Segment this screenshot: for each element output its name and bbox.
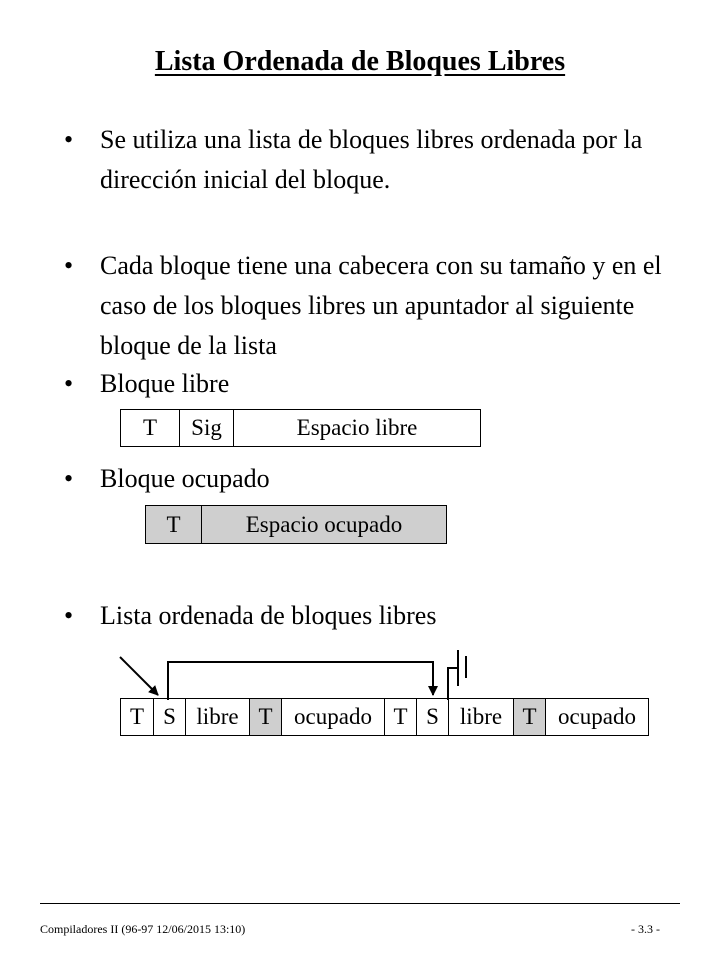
bullet-text-3: Bloque libre	[100, 369, 230, 398]
null-pointer-line	[448, 668, 458, 700]
list-cell-occupied: ocupado	[545, 698, 649, 736]
list-cell-size: T	[120, 698, 154, 736]
list-cell-next: S	[416, 698, 449, 736]
bullet-marker: •	[64, 464, 74, 493]
free-block-space-cell: Espacio libre	[233, 409, 481, 447]
bullet-text-1: Se utiliza una lista de bloques libres ordenada por la dirección inicial del bloque.	[100, 125, 643, 194]
next-pointer-arrow	[168, 662, 433, 700]
bullet-marker: •	[64, 601, 74, 630]
footer-page-number: - 3.3 -	[631, 922, 660, 936]
footer-left: Compiladores II (96-97 12/06/2015 13:10)	[40, 922, 246, 936]
footer-divider	[40, 903, 680, 904]
list-cell-occupied: ocupado	[281, 698, 385, 736]
free-block-size-cell: T	[120, 409, 180, 447]
bullet-marker: •	[64, 251, 74, 280]
list-cell-size: T	[384, 698, 417, 736]
bullet-text-2: Cada bloque tiene una cabecera con su tamaño y en el caso de los bloques libres un apuntador al siguiente bloque de la lista	[100, 251, 662, 360]
bullet-text-4: Bloque ocupado	[100, 464, 270, 493]
list-cell-next: S	[153, 698, 186, 736]
head-pointer-arrow	[120, 657, 158, 695]
list-cell-free: libre	[448, 698, 514, 736]
list-cell-free: libre	[185, 698, 250, 736]
page-title: Lista Ordenada de Bloques Libres	[154, 46, 566, 77]
occupied-block-size-cell: T	[145, 505, 202, 544]
list-cell-size-occupied: T	[513, 698, 546, 736]
bullet-marker: •	[64, 369, 74, 398]
list-cell-size-occupied: T	[249, 698, 282, 736]
occupied-block-space-cell: Espacio ocupado	[201, 505, 447, 544]
bullet-text-5: Lista ordenada de bloques libres	[100, 601, 437, 630]
bullet-marker: •	[64, 125, 74, 154]
free-block-next-cell: Sig	[179, 409, 234, 447]
